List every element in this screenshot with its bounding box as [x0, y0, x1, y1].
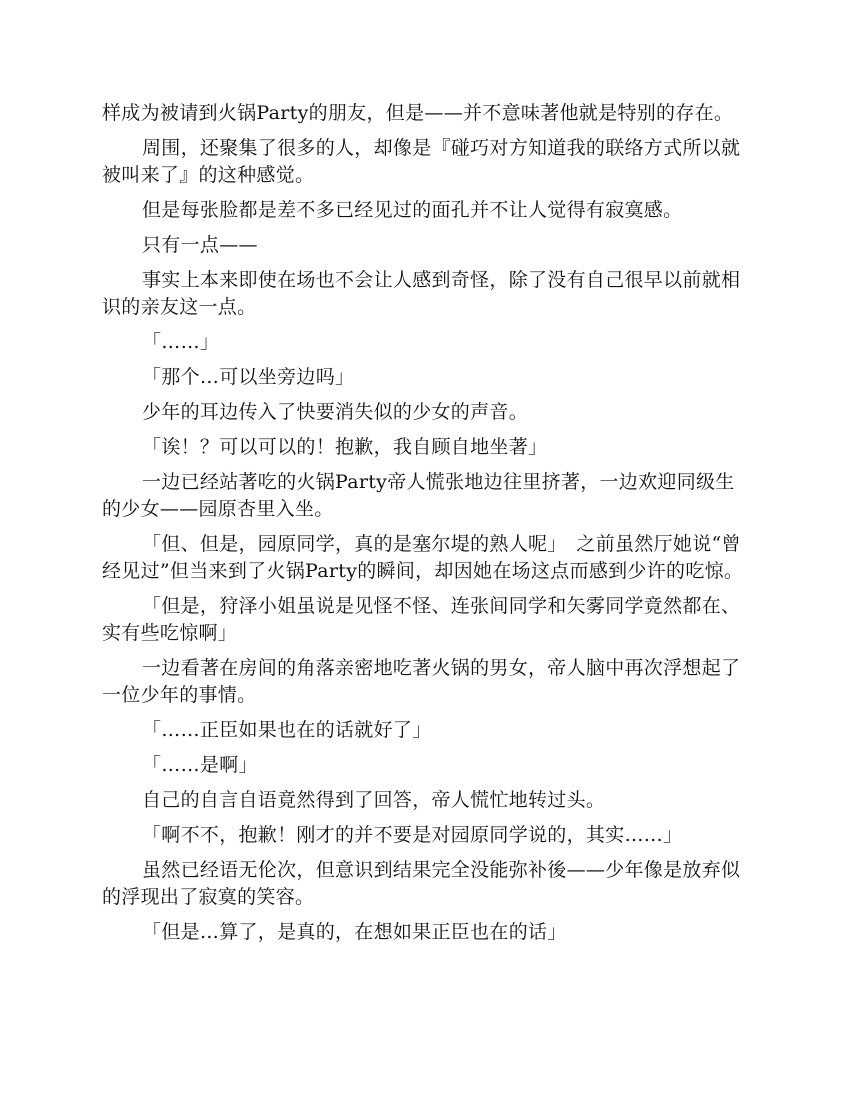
paragraph: 一边已经站著吃的火锅Party帝人慌张地边往里挤著，一边欢迎同级生的少女——园原杏里入坐。 [102, 471, 735, 520]
paragraph: 「诶！？可以可以的！抱歉，我自顾自地坐著」 [142, 436, 548, 458]
paragraph: 事实上本来即使在场也不会让人感到奇怪，除了没有自己很早以前就相识的亲友这一点。 [102, 269, 741, 318]
paragraph: 周围，还聚集了很多的人，却像是『碰巧对方知道我的联络方式所以就被叫来了』的这种感觉。 [102, 137, 741, 186]
paragraph: 一边看著在房间的角落亲密地吃著火锅的男女，帝人脑中再次浮想起了一位少年的事情。 [102, 657, 741, 706]
paragraph: 「……」 [142, 331, 220, 353]
paragraph: 「……是啊」 [142, 754, 258, 776]
paragraph: 但是每张脸都是差不多已经见过的面孔并不让人觉得有寂寞感。 [142, 199, 683, 221]
paragraph: 少年的耳边传入了快要消失似的少女的声音。 [142, 401, 529, 423]
document-page [102, 100, 750, 954]
paragraph: 只有一点—— [142, 234, 258, 256]
paragraph: 虽然已经语无伦次，但意识到结果完全没能弥补後——少年像是放弃似的浮现出了寂寞的笑容。 [102, 859, 741, 908]
paragraph: 「但是…算了，是真的，在想如果正臣也在的话」 [142, 921, 567, 943]
paragraph: 「但是，狩泽小姐虽说是见怪不怪、连张间同学和矢雾同学竟然都在、实有些吃惊啊」 [102, 595, 741, 644]
paragraph: 自己的自言自语竟然得到了回答，帝人慌忙地转过头。 [142, 789, 606, 811]
paragraph: 「那个…可以坐旁边吗」 [142, 366, 355, 388]
paragraph: 「……正臣如果也在的话就好了」 [142, 719, 432, 741]
paragraph: 「啊不不，抱歉！刚才的并不要是对园原同学说的，其实……」 [142, 824, 683, 846]
paragraph: 「但、但是，园原同学，真的是塞尔堤的熟人呢」 之前虽然厅她说“曾经见过”但当来到了火锅Party的瞬间，却因她在场这点而感到少许的吃惊。 [102, 533, 744, 582]
paragraph: 样成为被请到火锅Party的朋友，但是——并不意味著他就是特别的存在。 [102, 102, 734, 124]
